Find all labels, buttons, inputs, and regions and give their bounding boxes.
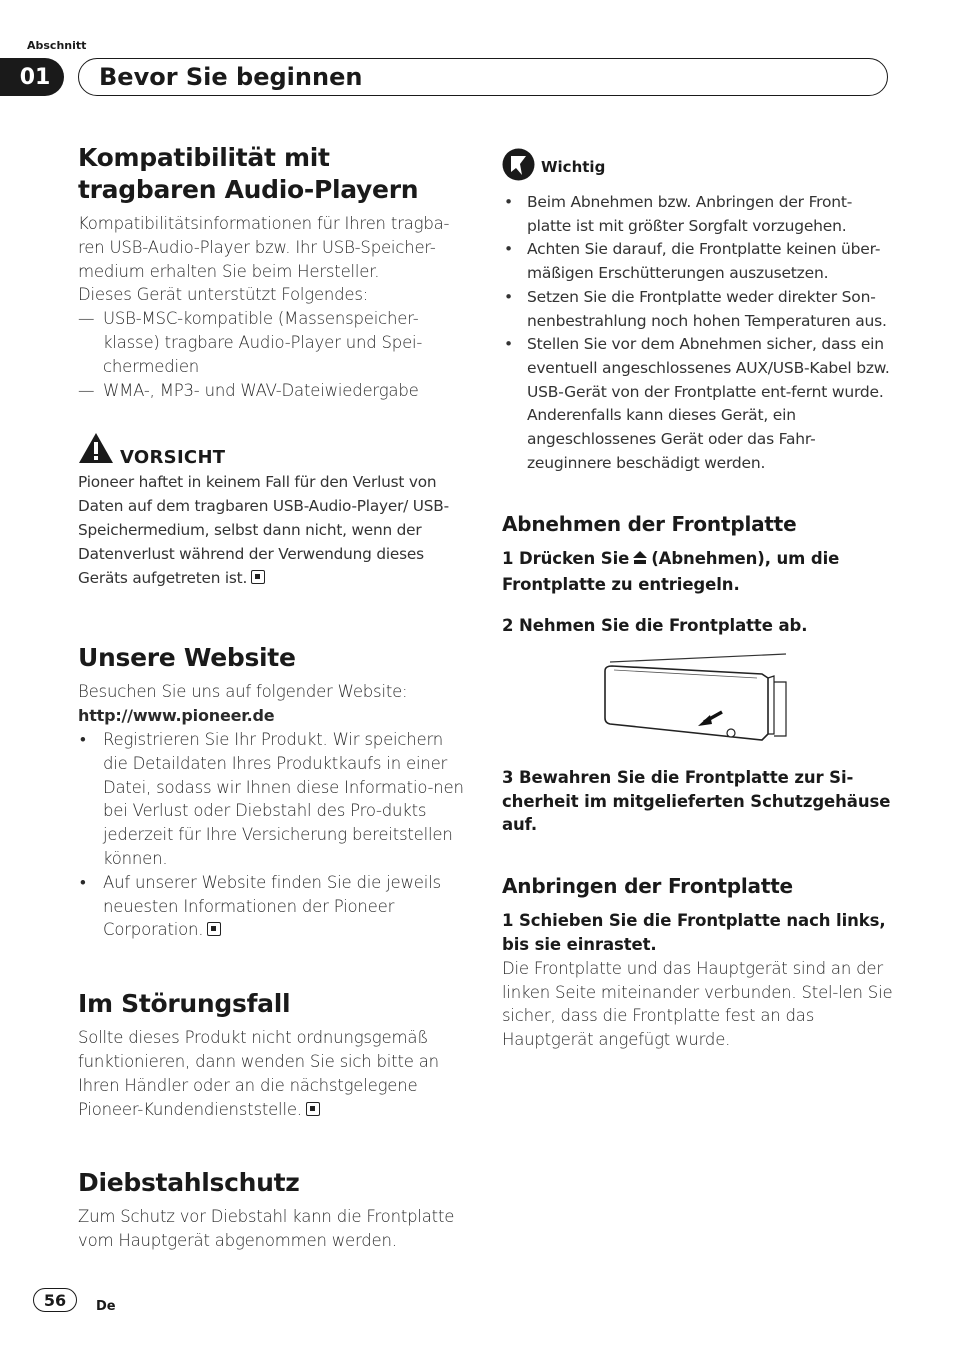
trouble-heading: Im Störungsfall [78, 989, 291, 1019]
list-item: — WMA-, MP3- und WAV-Dateiwiedergabe [78, 379, 468, 403]
language-code: De [96, 1299, 116, 1314]
theft-heading: Diebstahlschutz [78, 1168, 300, 1198]
important-title: Wichtig [541, 157, 606, 176]
list-item: • Setzen Sie die Frontplatte weder direkter Son-nenbestrahlung noch hohen Temperaturen aus. [502, 286, 894, 333]
attach-text: Die Frontplatte und das Hauptgerät sind an der linken Seite miteinander verbunden. Stel-len Sie sicher, dass die Frontplatte fest an das Hauptgerät angefügt wurde. [502, 958, 893, 1050]
caution-box [78, 432, 468, 590]
important-icon [502, 148, 535, 185]
section-title [78, 58, 888, 96]
list-item: • Achten Sie darauf, die Frontplatte keinen über-mäßigen Erschütterungen auszusetzen. [502, 238, 894, 285]
caution-title: VORSICHT [120, 447, 226, 469]
compat-heading-line1: Kompatibilität mit [78, 143, 330, 172]
section-number: 01 [0, 58, 64, 96]
website-url[interactable]: http://www.pioneer.de [78, 706, 275, 726]
warning-triangle-icon [78, 432, 114, 468]
section-title-text: Bevor Sie beginnen [99, 63, 363, 91]
compat-list [78, 307, 468, 402]
website-list [78, 728, 468, 942]
compat-heading [78, 142, 468, 206]
list-item: — USB-MSC-kompatible (Massenspeicher-klasse) tragbare Audio-Player und Spei-chermedien [78, 307, 468, 378]
remove-step-3: 3 Bewahren Sie die Frontplatte zur Si-cherheit im mitgelieferten Schutzgehäuse auf. [502, 767, 891, 835]
compat-heading-line2: tragbaren Audio-Playern [78, 175, 419, 204]
page-number: 56 [33, 1288, 77, 1312]
left-column [78, 142, 468, 1253]
caution-text: Pioneer haftet in keinem Fall für den Verlust von Daten auf dem tragbaren USB-Audio-Player/ USB-Speichermedium, selbst dann nicht, wenn der Datenverlust während der Verwendung dieses Geräts aufgetreten ist. [78, 473, 449, 588]
trouble-text: Sollte dieses Produkt nicht ordnungsgemäß funktionieren, dann wenden Sie sich bitte an Ihren Händler oder an die nächstgelegene Pioneer-Kundendienststelle. [78, 1028, 439, 1119]
list-item: • Beim Abnehmen bzw. Anbringen der Front-platte ist mit größter Sorgfalt vorzugehen. [502, 191, 894, 238]
end-mark-icon [207, 922, 221, 936]
remove-step-1: 1 Drücken Sie (Abnehmen), um die Frontplatte zu entriegeln. [502, 549, 840, 595]
list-item: • Registrieren Sie Ihr Produkt. Wir speichern die Detaildaten Ihres Produktkaufs in einer Datei, sodass wir Ihnen diese Informatio-nen bei Verlust oder Diebstahl des Pro-dukts jederzeit für Ihre Versicherung bereitstellen können. [78, 728, 468, 871]
attach-step-1: 1 Schieben Sie die Frontplatte nach links, bis sie einrastet. [502, 911, 886, 955]
important-header [502, 148, 894, 185]
compat-intro: Kompatibilitätsinformationen für Ihren tragba-ren USB-Audio-Player bzw. Ihr USB-Speicher-medium erhalten Sie beim Hersteller. [78, 214, 450, 281]
theft-text: Zum Schutz vor Diebstahl kann die Frontplatte vom Hauptgerät abgenommen werden. [78, 1207, 455, 1251]
section-label: Abschnitt [27, 39, 87, 52]
attach-heading: Anbringen der Frontplatte [502, 874, 793, 899]
website-intro: Besuchen Sie uns auf folgender Website: [78, 682, 408, 702]
important-list [502, 191, 894, 475]
list-item: • Stellen Sie vor dem Abnehmen sicher, dass ein eventuell angeschlossenes AUX/USB-Kabel bzw. USB-Gerät von der Frontplatte ent-fernt wurde. Anderenfalls kann dieses Gerät, ein angeschlossenes Gerät oder das Fahr-zeuginnere beschädigt werden. [502, 333, 894, 475]
eject-icon [632, 549, 648, 573]
remove-step-2: 2 Nehmen Sie die Frontplatte ab. [502, 616, 808, 636]
end-mark-icon [306, 1102, 320, 1116]
website-heading: Unsere Website [78, 643, 296, 673]
compat-supports: Dieses Gerät unterstützt Folgendes: [78, 285, 369, 305]
right-column [502, 148, 894, 1052]
end-mark-icon [251, 570, 265, 584]
front-panel-illustration [602, 652, 894, 752]
remove-heading: Abnehmen der Frontplatte [502, 512, 797, 537]
list-item: • Auf unserer Website finden Sie die jeweils neuesten Informationen der Pioneer Corporation. [78, 871, 468, 942]
